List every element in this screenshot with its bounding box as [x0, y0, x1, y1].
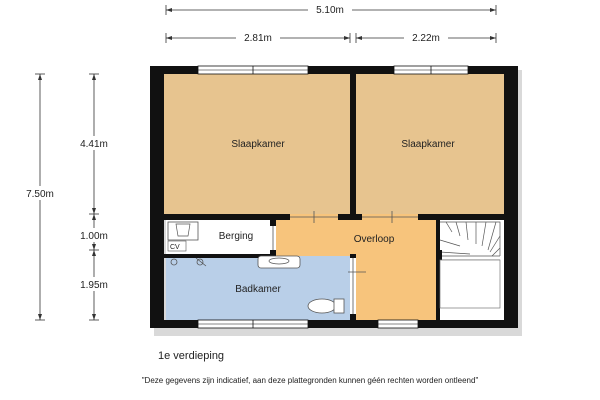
floor-title: 1e verdieping — [158, 350, 225, 362]
disclaimer-text: "Deze gegevens zijn indicatief, aan deze plattegronden kunnen géén rechten worden ontleend" — [141, 376, 479, 385]
room-label-bathroom: Badkamer — [235, 284, 281, 295]
room-label-storage: Berging — [218, 231, 254, 242]
dimension-total-height — [18, 74, 62, 320]
room-label-landing: Overloop — [353, 234, 395, 245]
door-storage — [270, 226, 276, 250]
room-label-bedroom-right: Slaapkamer — [401, 139, 455, 150]
dim-label-upper-height: 4.41m — [80, 139, 108, 150]
dim-label-lower-height: 1.95m — [80, 280, 108, 291]
dimension-total-width — [166, 3, 496, 16]
dimension-left-width — [166, 31, 350, 44]
dim-label-total-height: 7.50m — [26, 189, 54, 200]
window-bottom-right — [378, 320, 418, 328]
window-top-right — [394, 66, 468, 74]
bathroom-sink — [258, 256, 300, 268]
dim-label-left-width: 2.81m — [244, 33, 272, 44]
dim-label-total-width: 5.10m — [316, 5, 344, 16]
window-top-left — [198, 66, 308, 74]
window-bottom-left — [198, 320, 308, 328]
landing-lower — [356, 256, 436, 320]
toilet — [308, 299, 344, 313]
dim-label-right-width: 2.22m — [412, 33, 440, 44]
dim-label-middle-height: 1.00m — [80, 231, 108, 242]
room-label-bedroom-left: Slaapkamer — [231, 139, 285, 150]
cv-label: CV — [170, 244, 180, 251]
dimension-section-heights — [70, 74, 118, 320]
dimension-right-width — [356, 31, 496, 44]
